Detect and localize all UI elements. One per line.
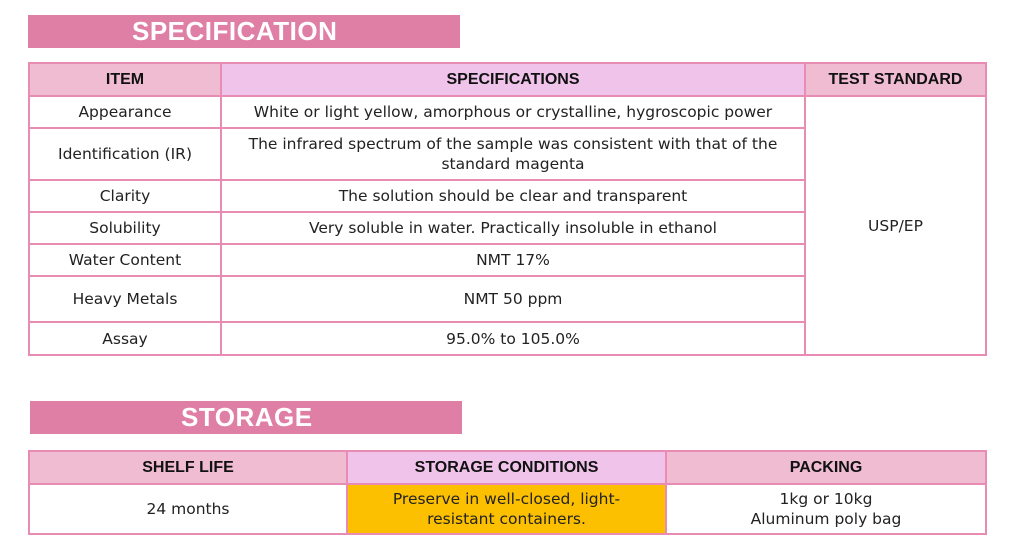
header-packing: PACKING: [666, 451, 986, 484]
spec-cell: The infrared spectrum of the sample was consistent with that of the standard magenta: [221, 128, 805, 180]
storage-header-row: [29, 451, 986, 484]
packing-line-2: Aluminum poly bag: [750, 510, 902, 528]
spec-cell: The solution should be clear and transparent: [221, 180, 805, 212]
test-standard-cell: USP/EP: [805, 96, 986, 355]
storage-table: [28, 450, 987, 535]
header-item: ITEM: [29, 63, 221, 96]
specification-header-row: [29, 63, 986, 96]
item-cell: Clarity: [29, 180, 221, 212]
spec-cell: White or light yellow, amorphous or crystalline, hygroscopic power: [221, 96, 805, 128]
item-cell: Heavy Metals: [29, 276, 221, 322]
header-storage-conditions: STORAGE CONDITIONS: [347, 451, 666, 484]
table-row: [29, 484, 986, 534]
header-specifications: SPECIFICATIONS: [221, 63, 805, 96]
item-cell: Appearance: [29, 96, 221, 128]
specification-banner: [28, 15, 460, 48]
header-shelf-life: SHELF LIFE: [29, 451, 347, 484]
storage-banner: [30, 401, 462, 434]
spec-cell: NMT 17%: [221, 244, 805, 276]
spec-cell: NMT 50 ppm: [221, 276, 805, 322]
item-cell: Assay: [29, 322, 221, 355]
item-cell: Solubility: [29, 212, 221, 244]
packing-line-1: 1kg or 10kg: [779, 490, 873, 508]
storage-conditions-cell: [347, 484, 666, 534]
packing-cell: [666, 484, 986, 534]
specification-table: [28, 62, 987, 356]
header-test-standard: TEST STANDARD: [805, 63, 986, 96]
storage-conditions-text: Preserve in well-closed, light-resistant containers.: [392, 490, 621, 528]
item-cell: Identification (IR): [29, 128, 221, 180]
table-row: [29, 96, 986, 128]
specification-title: SPECIFICATION: [132, 16, 338, 46]
shelf-life-cell: 24 months: [29, 484, 347, 534]
item-cell: Water Content: [29, 244, 221, 276]
storage-title: STORAGE: [181, 402, 313, 432]
spec-cell: 95.0% to 105.0%: [221, 322, 805, 355]
spec-cell: Very soluble in water. Practically insoluble in ethanol: [221, 212, 805, 244]
